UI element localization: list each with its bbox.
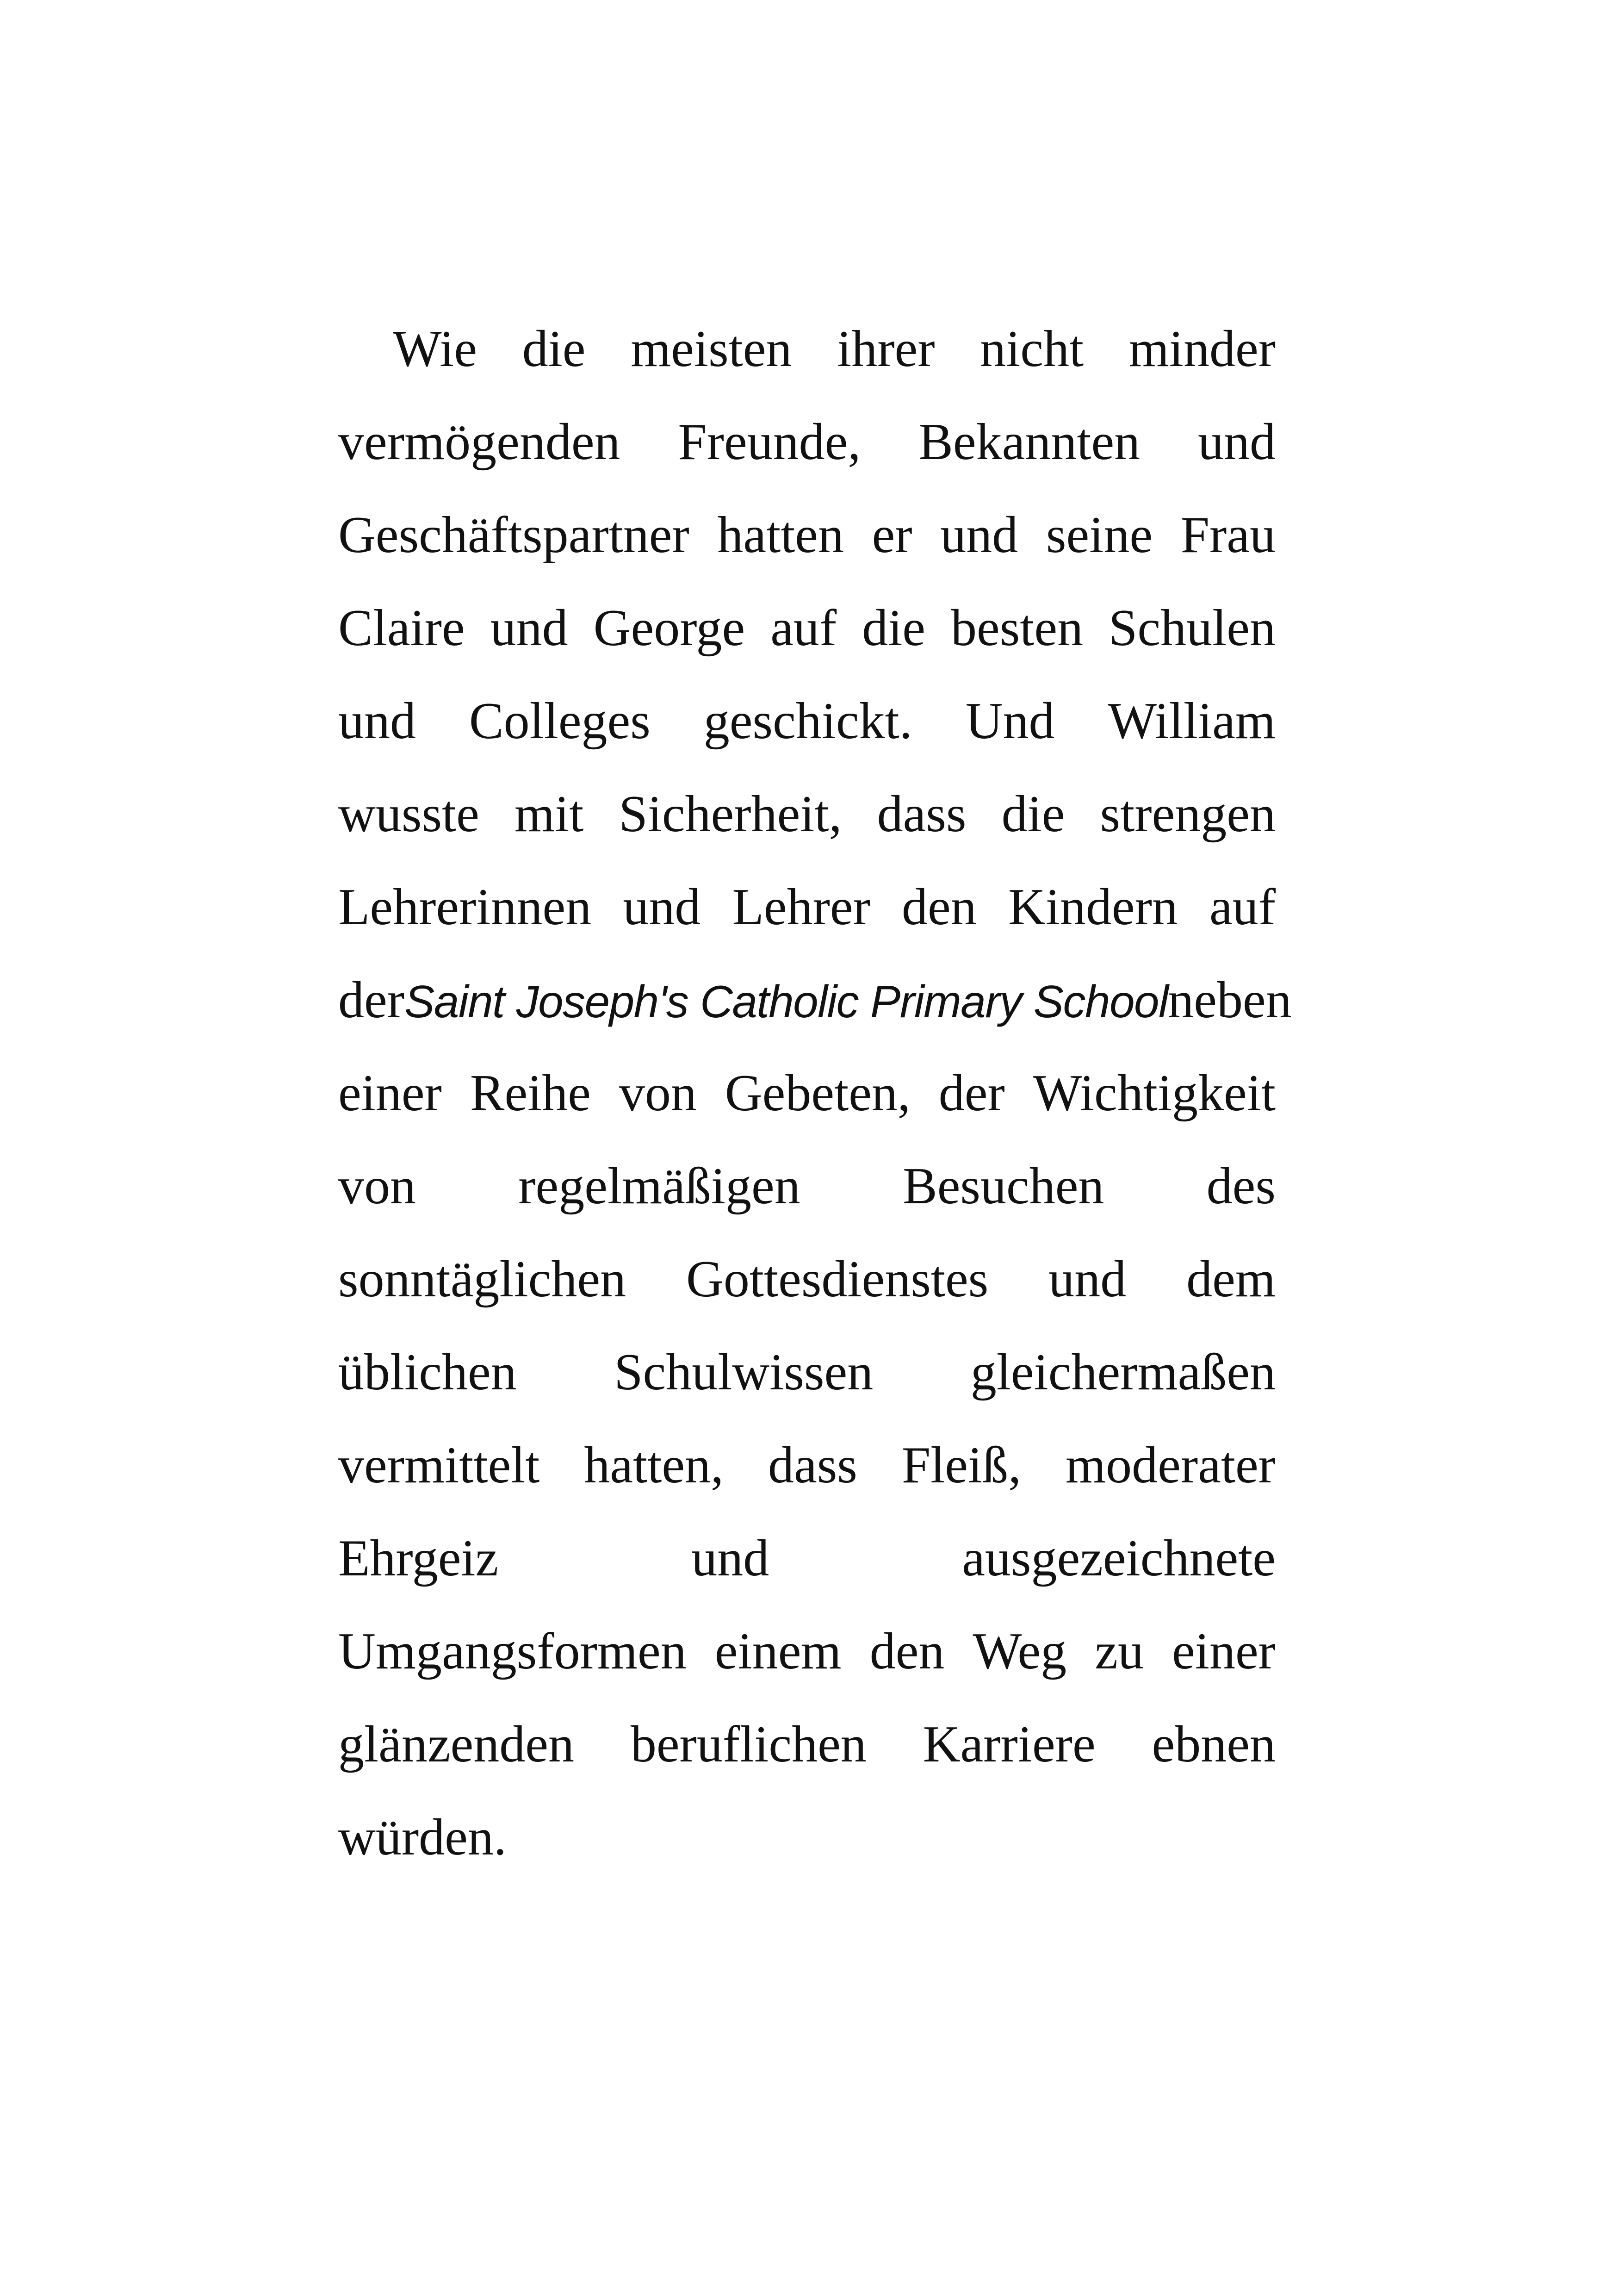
word: seine — [1046, 506, 1153, 564]
word: Weg — [973, 1623, 1067, 1680]
word: beruflichen — [630, 1716, 867, 1773]
text-line — [338, 675, 1276, 768]
word: und — [623, 878, 701, 936]
word: meisten — [631, 320, 792, 378]
word: und — [338, 692, 416, 750]
school-name-italic: Saint Joseph's Catholic Primary School — [404, 976, 1168, 1027]
word: Schulen — [1109, 599, 1276, 657]
word: üblichen — [338, 1344, 517, 1401]
word: Gottesdienstes — [686, 1251, 989, 1308]
word: Claire — [338, 599, 465, 657]
word: Fleiß, — [901, 1437, 1022, 1494]
word: einer — [1172, 1623, 1276, 1680]
word: dass — [768, 1437, 857, 1494]
text-line — [338, 1233, 1276, 1326]
word: Colleges — [469, 692, 651, 750]
word: würden. — [338, 1809, 507, 1866]
word: Wichtigkeit — [1033, 1064, 1276, 1122]
text-line — [338, 1512, 1276, 1605]
word: von — [619, 1064, 697, 1122]
word: und — [1048, 1251, 1127, 1308]
word: neben — [1168, 971, 1292, 1029]
word: hatten — [717, 506, 844, 564]
word: Reihe — [470, 1064, 591, 1122]
text-line — [338, 1419, 1276, 1512]
word: glänzenden — [338, 1716, 574, 1773]
word: er — [872, 506, 912, 564]
word: Lehrer — [732, 878, 870, 936]
word: Frau — [1180, 506, 1276, 564]
text-line — [338, 1605, 1276, 1698]
word: sonntäglichen — [338, 1251, 626, 1308]
word: mit — [514, 785, 584, 843]
word: Gebeten, — [725, 1064, 911, 1122]
word: ebnen — [1152, 1716, 1276, 1773]
text-line — [338, 1140, 1276, 1233]
word: dem — [1186, 1251, 1276, 1308]
word: moderater — [1066, 1437, 1276, 1494]
word: der — [338, 971, 405, 1029]
word: den — [869, 1623, 945, 1680]
word: regelmäßigen — [518, 1157, 800, 1215]
word: vermögenden — [338, 413, 620, 471]
word: Freunde, — [678, 413, 861, 471]
word: Lehrerinnen — [338, 878, 592, 936]
word: auf — [770, 599, 837, 657]
word: und — [940, 506, 1018, 564]
word: auf — [1209, 878, 1276, 936]
word: die — [522, 320, 586, 378]
word: und — [691, 1530, 769, 1587]
word: gleichermaßen — [970, 1344, 1276, 1401]
word: die — [1001, 785, 1065, 843]
word: Bekannten — [918, 413, 1141, 471]
word: strengen — [1100, 785, 1276, 843]
text-line — [338, 1047, 1276, 1140]
text-line — [338, 396, 1276, 489]
word: und — [1198, 413, 1276, 471]
word: geschickt. — [703, 692, 912, 750]
text-line — [338, 1326, 1276, 1419]
word: minder — [1128, 320, 1276, 378]
word: Und — [965, 692, 1055, 750]
word: einer — [338, 1064, 442, 1122]
word: Geschäftspartner — [338, 506, 689, 564]
word: dass — [877, 785, 967, 843]
word: Sicherheit, — [619, 785, 842, 843]
word: Kindern — [1008, 878, 1178, 936]
word: Wie — [393, 320, 477, 378]
word: einem — [714, 1623, 842, 1680]
text-line — [338, 303, 1276, 396]
text-line — [338, 768, 1276, 861]
text-line — [338, 954, 1292, 1047]
word: George — [593, 599, 745, 657]
body-paragraph — [338, 303, 1292, 1884]
word: Besuchen — [903, 1157, 1104, 1215]
word: des — [1206, 1157, 1276, 1215]
word: Umgangsformen — [338, 1623, 687, 1680]
word: zu — [1095, 1623, 1144, 1680]
word: Schulwissen — [614, 1344, 874, 1401]
word: der — [938, 1064, 1005, 1122]
word: vermittelt — [338, 1437, 540, 1494]
text-line — [338, 1791, 1276, 1884]
word: den — [902, 878, 977, 936]
text-line — [338, 861, 1276, 954]
word: und — [490, 599, 568, 657]
word: hatten, — [584, 1437, 724, 1494]
text-line — [338, 1698, 1276, 1791]
word: William — [1108, 692, 1276, 750]
word: Karriere — [923, 1716, 1096, 1773]
word: ihrer — [837, 320, 935, 378]
text-line — [338, 582, 1276, 675]
word: von — [338, 1157, 416, 1215]
word: wusste — [338, 785, 479, 843]
word: besten — [951, 599, 1084, 657]
word: ausgezeichnete — [962, 1530, 1276, 1587]
word: nicht — [980, 320, 1084, 378]
word: die — [862, 599, 926, 657]
word: Ehrgeiz — [338, 1530, 499, 1587]
text-line — [338, 489, 1276, 582]
